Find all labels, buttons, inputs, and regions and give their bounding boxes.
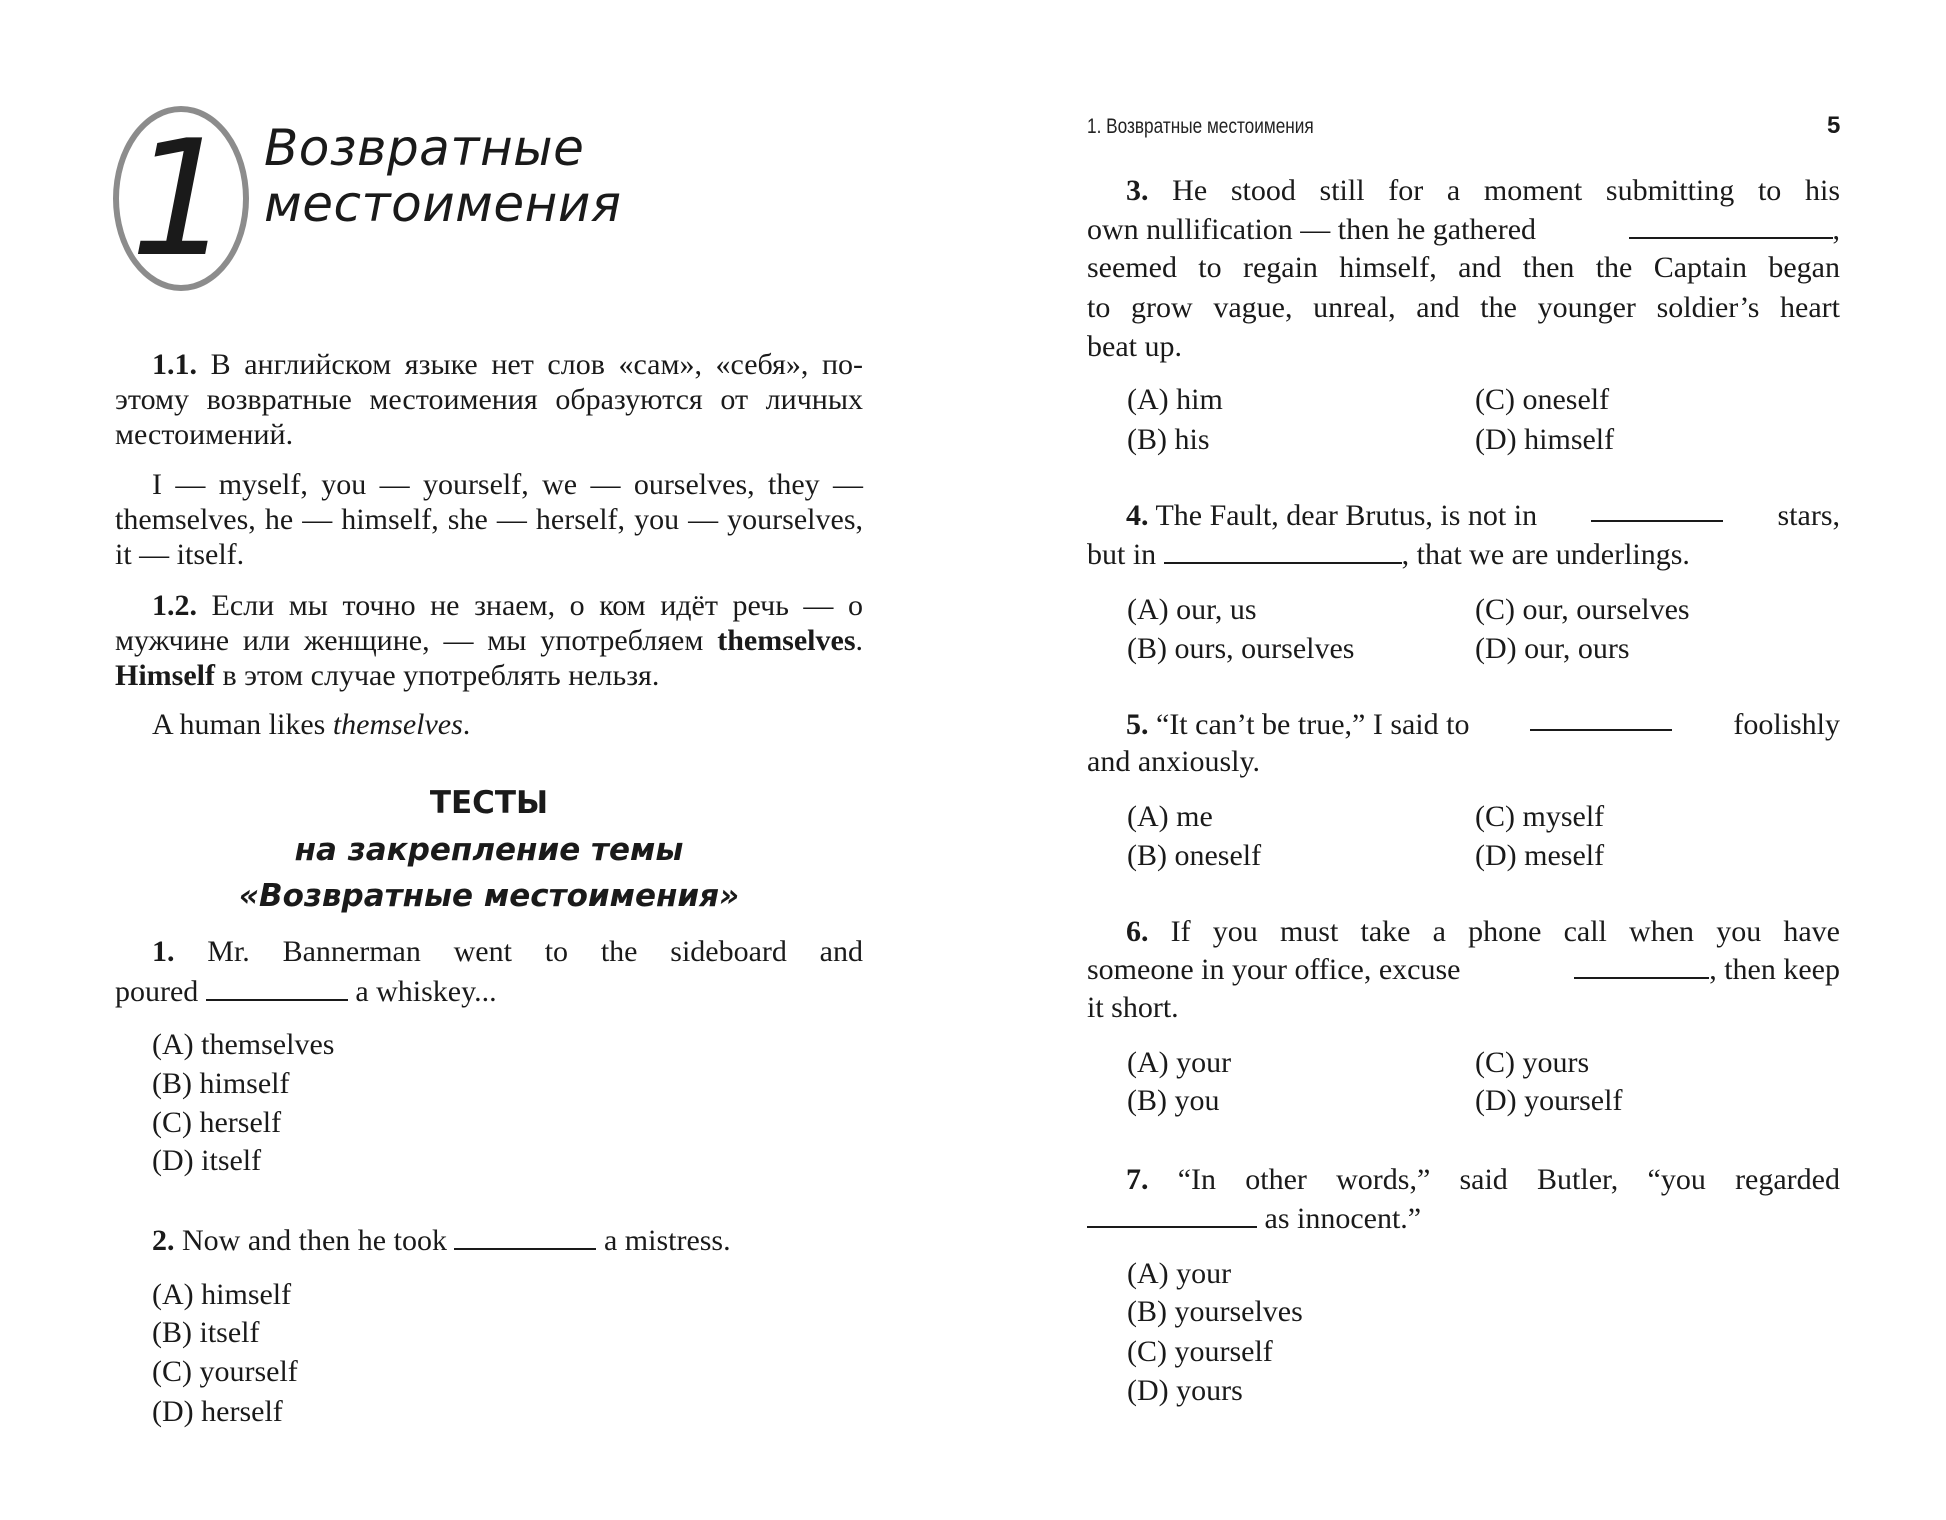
pronoun-list-line2: themselves, he — himself, she — herself, you — yourselves, — [115, 503, 863, 536]
chapter-title-line1: Возвратные — [264, 119, 585, 177]
rule-1-2-line3: Himself в этом случае употреблять нельзя. — [115, 659, 660, 692]
question-1-option-b[interactable]: (B) himself — [152, 1067, 290, 1100]
question-3-line5: beat up. — [1087, 330, 1182, 363]
question-7-number: 7. — [1126, 1163, 1149, 1196]
question-4-option-c[interactable]: (C) our, ourselves — [1475, 593, 1690, 626]
answer-blank[interactable] — [1574, 955, 1709, 979]
question-7-option-c[interactable]: (C) yourself — [1127, 1335, 1273, 1368]
question-4-number: 4. — [1126, 499, 1149, 532]
question-3-line4: to grow vague, unreal, and the younger soldier’s heart — [1087, 291, 1840, 324]
question-6-option-d[interactable]: (D) yourself — [1475, 1084, 1623, 1117]
question-4-option-d[interactable]: (D) our, ours — [1475, 632, 1630, 665]
question-4-option-b[interactable]: (B) ours, ourselves — [1127, 632, 1355, 665]
question-6-option-c[interactable]: (C) yours — [1475, 1046, 1590, 1079]
question-3-option-c[interactable]: (C) oneself — [1475, 383, 1610, 416]
question-4-line2: but in , that we are underlings. — [1087, 538, 1690, 571]
answer-blank[interactable] — [1087, 1204, 1257, 1228]
answer-blank[interactable] — [206, 977, 348, 1001]
question-3-option-d[interactable]: (D) himself — [1475, 423, 1615, 456]
question-3-line3: seemed to regain himself, and then the Captain began — [1087, 251, 1840, 284]
question-5-number: 5. — [1126, 708, 1149, 741]
question-7-line2: as innocent.” — [1087, 1201, 1421, 1237]
question-5-line1: 5. “It can’t be true,” I said to foolishly — [1126, 708, 1840, 741]
page-number: 5 — [1827, 112, 1841, 139]
chapter-number: 1 — [130, 105, 232, 292]
answer-blank[interactable] — [1629, 215, 1833, 239]
question-7-option-a[interactable]: (A) your — [1127, 1257, 1232, 1290]
tests-heading-line3: «Возвратные местоимения» — [238, 878, 740, 914]
question-3-line1: 3. He stood still for a moment submitting to his — [1126, 174, 1840, 207]
example-sentence: A human likes themselves. — [152, 708, 471, 741]
question-1-option-a[interactable]: (A) themselves — [152, 1028, 335, 1061]
question-7-line1: 7. “In other words,” said Butler, “you regarded — [1126, 1163, 1840, 1196]
question-2-option-a[interactable]: (A) himself — [152, 1278, 292, 1311]
question-5-option-d[interactable]: (D) meself — [1475, 839, 1605, 872]
rule-1-1-line3: местоимений. — [115, 418, 294, 451]
rule-1-2-label: 1.2. — [152, 589, 197, 622]
question-3-number: 3. — [1126, 174, 1149, 207]
answer-blank[interactable] — [454, 1226, 596, 1250]
question-7-option-d[interactable]: (D) yours — [1127, 1374, 1243, 1407]
bold-term-himself: Himself — [115, 659, 215, 692]
question-2-line1: 2. Now and then he took a mistress. — [152, 1224, 731, 1257]
tests-heading-line1: ТЕСТЫ — [429, 785, 549, 821]
question-6-line2: someone in your office, excuse , then keep — [1087, 953, 1840, 986]
answer-blank[interactable] — [1164, 540, 1402, 564]
question-6-option-a[interactable]: (A) your — [1127, 1046, 1232, 1079]
question-2-option-b[interactable]: (B) itself — [152, 1316, 260, 1349]
question-5-option-b[interactable]: (B) oneself — [1127, 839, 1262, 872]
question-2-option-c[interactable]: (C) yourself — [152, 1355, 298, 1388]
question-6-number: 6. — [1126, 915, 1149, 948]
tests-heading-line2: на закрепление темы — [294, 832, 684, 868]
right-page — [973, 0, 1946, 1520]
question-3-line2: own nullification — then he gathered , — [1087, 213, 1840, 246]
question-1-option-c[interactable]: (C) herself — [152, 1106, 282, 1139]
question-3-option-b[interactable]: (B) his — [1127, 423, 1210, 456]
question-5-option-c[interactable]: (C) myself — [1475, 800, 1605, 833]
rule-1-2-line1: 1.2. Если мы точно не знаем, о ком идёт речь — о — [152, 589, 863, 622]
answer-blank[interactable] — [1591, 498, 1723, 522]
question-2-number: 2. — [152, 1224, 175, 1257]
rule-1-2-line2: мужчине или женщине, — мы употребляем themselves. — [115, 624, 863, 657]
pronoun-list-line3: it — itself. — [115, 538, 245, 571]
question-5-line2: and anxiously. — [1087, 745, 1261, 778]
question-6-line1: 6. If you must take a phone call when you have — [1126, 915, 1840, 948]
question-1-line2: poured a whiskey... — [115, 975, 497, 1008]
question-4-line1: 4. The Fault, dear Brutus, is not in stars, — [1126, 499, 1840, 532]
question-6-line3: it short. — [1087, 991, 1179, 1024]
pronoun-list-line1: I — myself, you — yourself, we — ourselves, they — — [152, 468, 863, 501]
question-1-line1: 1. Mr. Bannerman went to the sideboard and — [152, 935, 863, 968]
question-1-number: 1. — [152, 935, 175, 968]
question-6-option-b[interactable]: (B) you — [1127, 1084, 1220, 1117]
question-1-option-d[interactable]: (D) itself — [152, 1144, 262, 1177]
chapter-title-line2: местоимения — [264, 175, 622, 233]
question-5-option-a[interactable]: (A) me — [1127, 800, 1213, 833]
question-7-option-b[interactable]: (B) yourselves — [1127, 1295, 1303, 1328]
rule-1-1-line2: этому возвратные местоимения образуются от личных — [115, 383, 863, 416]
running-head: 1. Возвратные местоимения — [1087, 115, 1314, 138]
question-4-option-a[interactable]: (A) our, us — [1127, 593, 1257, 626]
answer-blank[interactable] — [1530, 707, 1672, 731]
bold-term-themselves: themselves — [717, 624, 856, 657]
question-3-option-a[interactable]: (A) him — [1127, 383, 1223, 416]
question-2-option-d[interactable]: (D) herself — [152, 1395, 283, 1428]
rule-1-1-label: 1.1. — [152, 348, 197, 381]
rule-1-1-line1: 1.1. В английском языке нет слов «сам», «себя», по- — [152, 348, 863, 381]
